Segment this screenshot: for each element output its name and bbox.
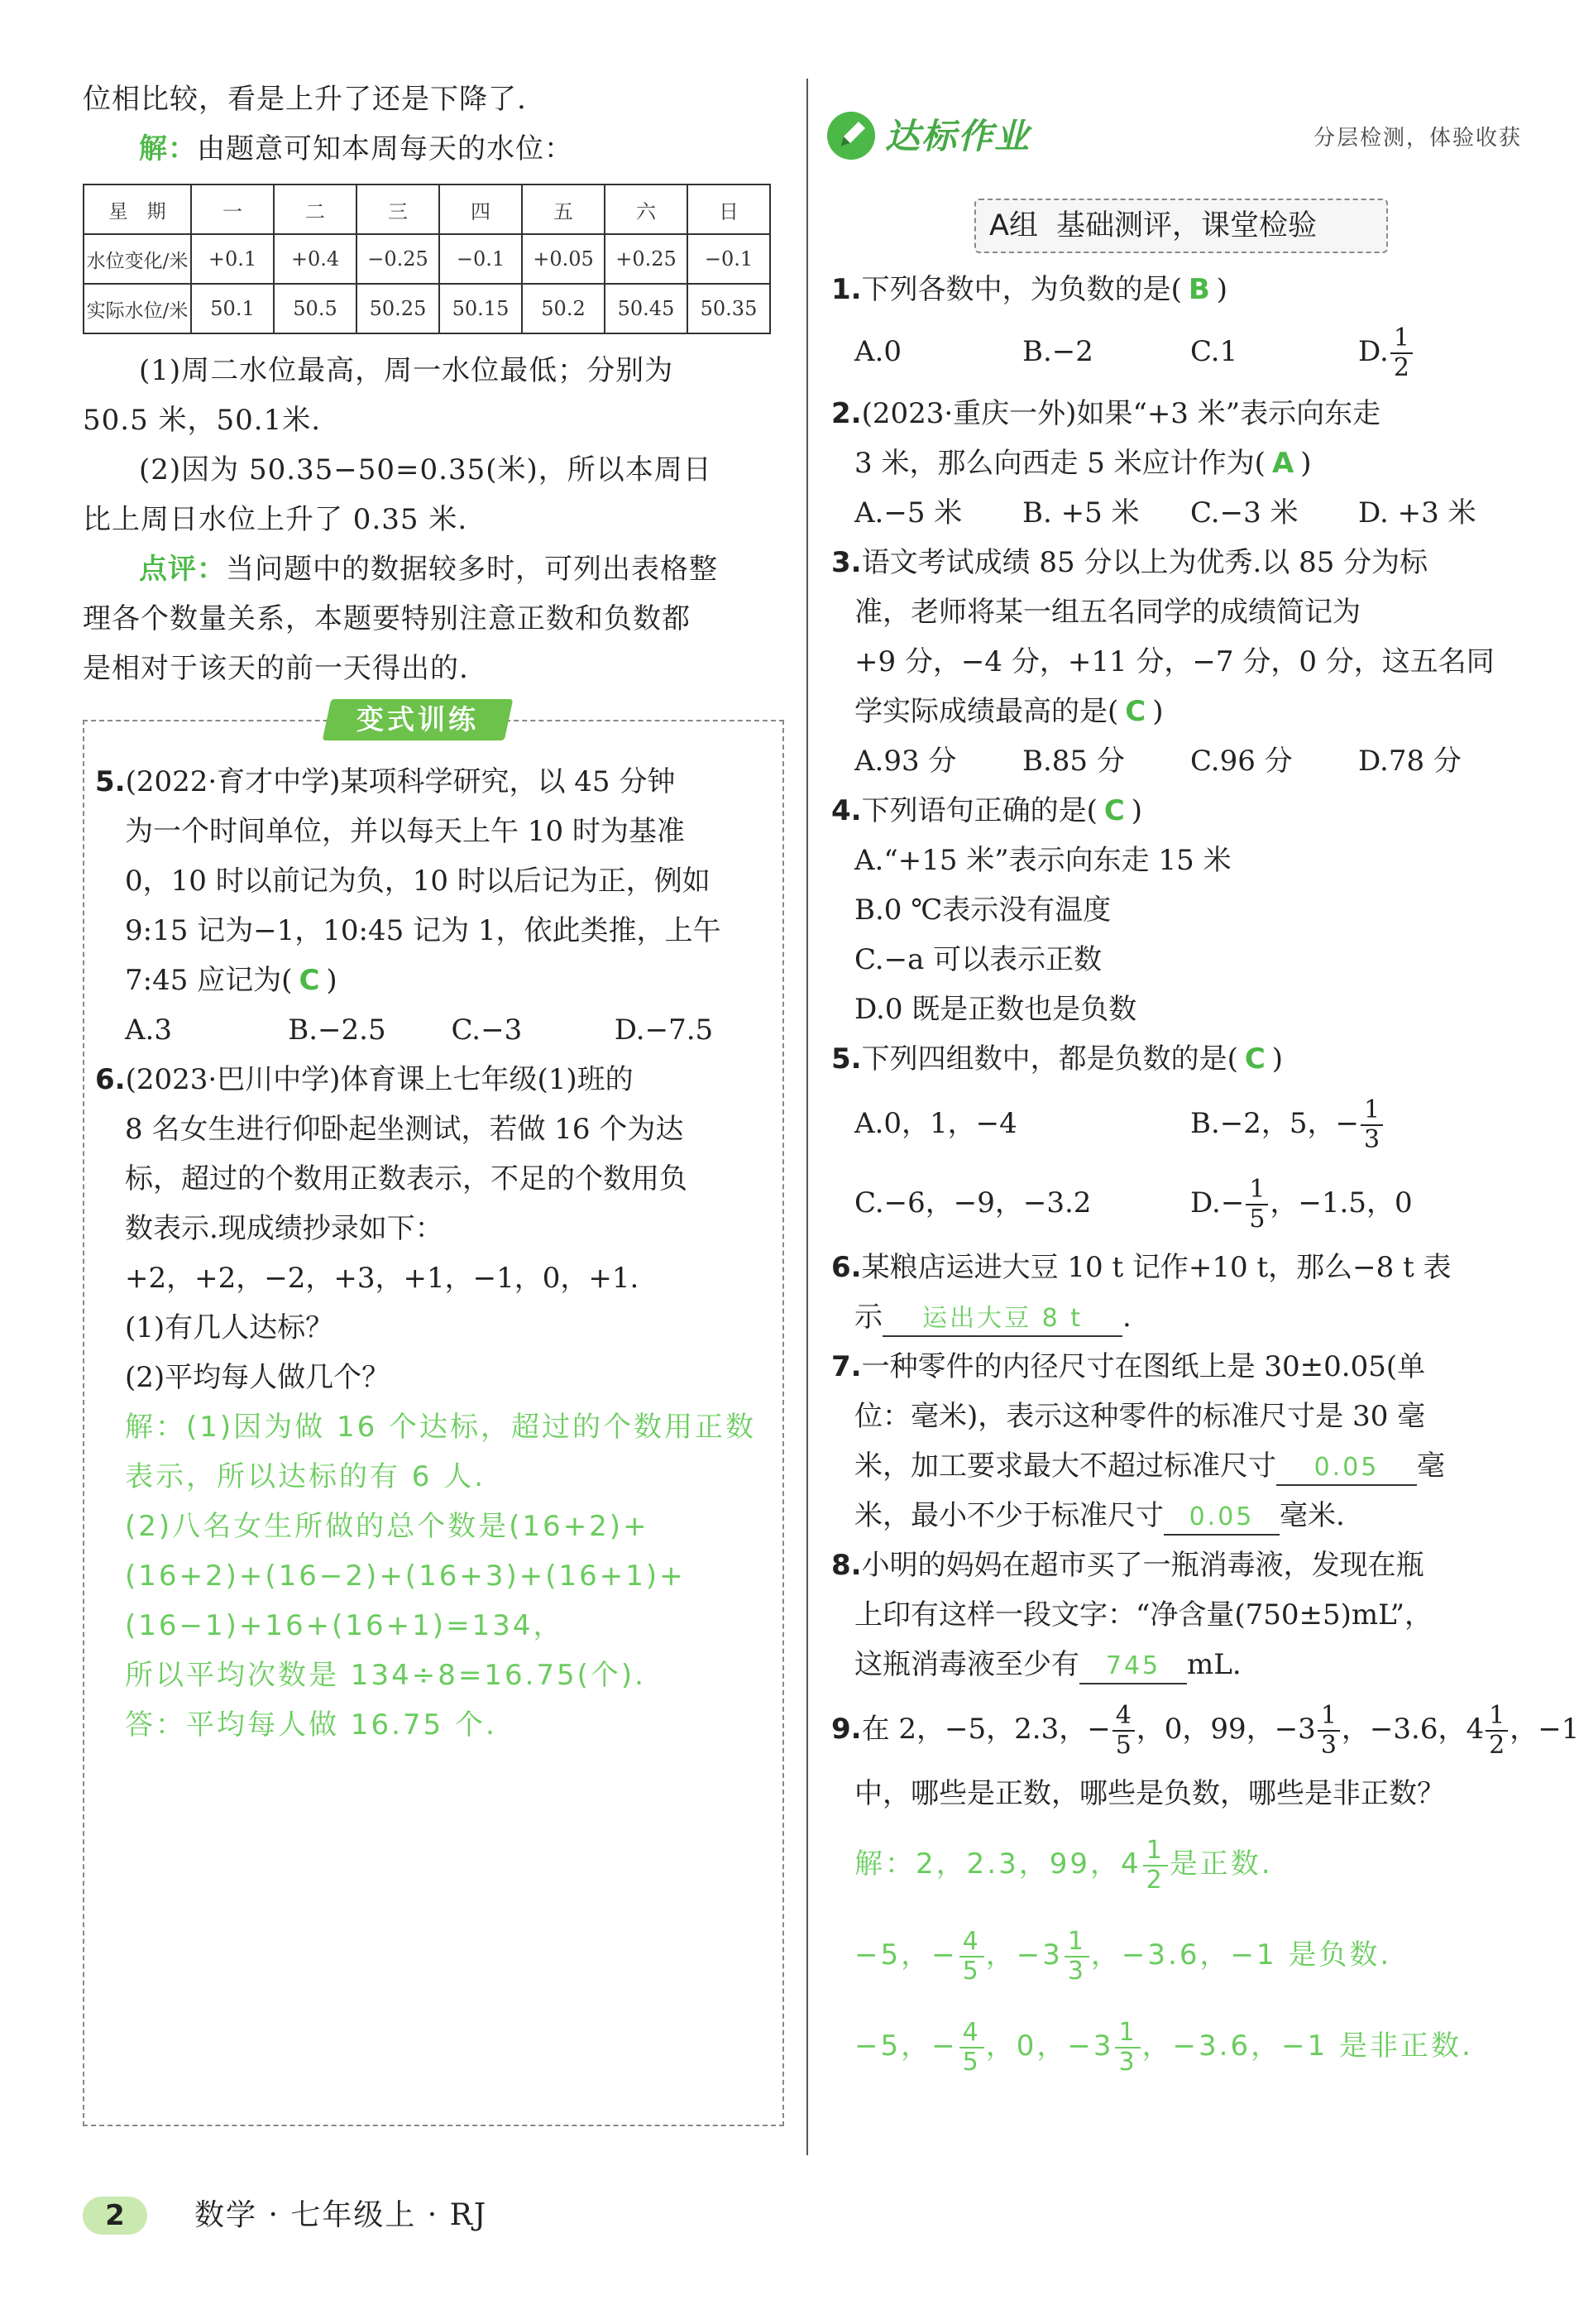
note-line3: 是相对于该天的前一天得出的. [83,652,469,685]
footer-text: 数学 · 七年级上 · RJ [194,2198,488,2232]
question-text-part: ，−3.6，4 [1341,1713,1485,1746]
question-text-part: 米，加工要求最大不超过标准尺寸 [854,1450,1276,1483]
handwritten-solution: 所以平均次数是 134÷8=16.75(个). [125,1659,646,1692]
question-text: (2023·巴川中学)体育课上七年级(1)班的 [125,1063,634,1096]
fraction-numerator: 1 [1246,1176,1268,1205]
answer-blank: 0.05 [1276,1451,1417,1486]
question-text-part: 3 米，那么向西走 5 米应计作为( [854,447,1266,480]
option-c: C.96 分 [1190,745,1293,778]
option-d [1190,1163,1526,1243]
table-cell: 三 [356,184,439,234]
option-d-rest: ，−1.5，0 [1270,1186,1413,1220]
solution-part: −5，− [854,1938,958,1972]
table-cell: −0.1 [687,234,770,284]
option-b: B.−2 [1022,335,1093,368]
handwritten-solution: (2)八名女生所做的总个数是(16+2)+ [125,1510,649,1543]
option-a: A.“+15 米”表示向东走 15 米 [854,844,1232,877]
fraction-denominator: 3 [1320,1731,1337,1760]
question-text-part: ) [1271,1042,1284,1076]
question-text: +2，+2，−2，+3，+1，−1，0，+1. [125,1262,639,1295]
table-header-cell: 实际水位/米 [84,284,191,333]
option-a: A.93 分 [854,745,957,778]
question-number: 8. [831,1549,862,1582]
question-number: 5. [95,765,126,798]
table-row [84,284,770,333]
question-text-part: 在 2，−5，2.3，− [861,1713,1111,1746]
solution-part: −5，− [854,2029,958,2063]
question-text-part: 毫 [1417,1450,1445,1483]
question-number: 3. [831,546,862,579]
answer-blank: 745 [1079,1650,1187,1684]
pencil-icon [827,112,875,160]
handwritten-solution [831,2001,1526,2092]
option-c: C.−a 可以表示正数 [854,943,1103,976]
fraction-numerator: 1 [1390,324,1413,354]
fraction-denominator: 2 [1146,1865,1165,1895]
question-number: 4. [831,794,862,827]
section-title: 达标作业 [885,116,1031,156]
table-row [84,234,770,284]
section-header [827,108,1522,165]
table-cell: 五 [522,184,605,234]
question-number: 2. [831,397,862,430]
section-subtitle: 分层检测，体验收获 [1313,126,1522,151]
handwritten-solution [831,1910,1526,2001]
option-a: A.−5 米 [854,496,963,529]
fraction [959,1928,984,1986]
table-cell: 50.15 [439,284,522,333]
table-cell: +0.05 [522,234,605,284]
option-d: D.78 分 [1358,745,1462,778]
question-text-part: 毫米. [1280,1499,1345,1532]
fraction-denominator: 3 [1118,2047,1137,2077]
question-text-part: 米，最小不少于标准尺寸 [854,1499,1164,1532]
table-cell: 二 [274,184,356,234]
fraction [1065,1928,1089,1986]
question-4 [831,786,1526,836]
question-text-part: 7:45 应记为( [125,964,293,997]
question-text: 9:15 记为−1，10:45 记为 1，依此类推，上午 [125,914,721,947]
handwritten-solution: (16−1)+16+(16+1)=134， [125,1609,564,1642]
question-text [95,956,778,1005]
option-b: B.−2.5 [288,1013,386,1047]
solution-part: ，0，−3 [985,2029,1114,2063]
table-cell: +0.4 [274,234,356,284]
option-a: A.0，1，−4 [854,1107,1017,1140]
question-text: 准，老师将某一组五名同学的成绩简记为 [854,596,1361,629]
solution-line [83,124,786,174]
table-cell: +0.1 [191,234,274,284]
part1-line2: 50.5 米，50.1米. [83,404,322,437]
note-line1 [83,544,786,594]
table-cell: 四 [439,184,522,234]
question-text-part: ，−1 [1510,1713,1579,1746]
question-6 [95,1055,778,1104]
fraction [959,2019,984,2077]
sub-question: (1)有几人达标？ [125,1311,334,1344]
question-text [831,687,1526,736]
fraction [1390,324,1413,382]
option-a: A.3 [125,1013,172,1047]
handwritten-solution: (16+2)+(16−2)+(16+3)+(16+1)+ [125,1560,686,1593]
question-7 [831,1342,1526,1392]
fraction-denominator: 3 [1067,1956,1086,1986]
fraction-numerator: 1 [1318,1702,1340,1732]
table-cell: 50.35 [687,284,770,333]
fraction-numerator: 4 [959,1928,984,1957]
answer-mark: A [1271,447,1294,480]
question-text-part: 学实际成绩最高的是( [854,695,1119,728]
question-1 [831,265,1526,314]
question-text: 一种零件的内径尺寸在图纸上是 30±0.05(单 [861,1350,1426,1383]
group-banner [974,199,1388,253]
question-text: 下列各数中，为负数的是( [861,273,1182,306]
question-text: 中，哪些是正数，哪些是负数，哪些是非正数？ [854,1777,1445,1810]
option-d: D.−7.5 [614,1013,714,1047]
page-footer [83,2192,662,2242]
table-cell: 50.5 [274,284,356,333]
question-number: 5. [831,1042,862,1076]
solution-part: 是正数. [1169,1847,1273,1881]
option-c: C.−3 [451,1013,523,1047]
fraction-denominator: 2 [1393,353,1409,382]
fraction [1318,1702,1340,1760]
fraction-denominator: 5 [962,2047,981,2077]
question-text: 标，超过的个数用正数表示，不足的个数用负 [125,1162,687,1196]
question-text: 某粮店运进大豆 10 t 记作+10 t，那么−8 t 表 [861,1251,1452,1284]
question-8 [831,1541,1526,1590]
question-3 [831,538,1526,587]
solution-part: ，−3.6，−1 是负数. [1090,1938,1392,1972]
answer-blank: 运出大豆 8 t [883,1302,1122,1337]
options-row [831,314,1526,389]
option-c: C.−6，−9，−3.2 [854,1186,1092,1220]
answer-mark: C [1244,1042,1266,1076]
options-row [831,736,1526,786]
question-text-part: mL. [1187,1648,1242,1681]
table-cell: 50.45 [605,284,687,333]
question-text: 小明的妈妈在超市买了一瓶消毒液，发现在瓶 [861,1549,1424,1582]
sub-question: (2)平均每人做几个？ [125,1361,390,1394]
question-text [831,1491,1526,1541]
table-cell: 50.1 [191,284,274,333]
question-number: 9. [831,1713,862,1746]
option-b-label: B.−2，5，− [1190,1107,1360,1140]
question-text-part: ，0，99，−3 [1136,1713,1316,1746]
answer-mark: B [1188,273,1210,306]
question-number: 1. [831,273,862,306]
water-level-table [83,184,771,334]
fraction-denominator: 5 [1249,1205,1266,1234]
part2-line2: 比上周日水位上升了 0.35 米. [83,503,468,536]
fraction-numerator: 1 [1486,1702,1508,1732]
fraction [1143,1837,1168,1895]
option-d-label: D. [1358,335,1389,368]
left-column [83,74,786,693]
fraction-denominator: 5 [1115,1731,1132,1760]
option-b [1190,1084,1526,1163]
fraction [1246,1176,1268,1234]
question-text [831,1441,1526,1491]
option-b: B.85 分 [1022,745,1125,778]
fraction-numerator: 1 [1143,1837,1168,1866]
options-row [95,1005,778,1055]
table-cell: −0.25 [356,234,439,284]
table-row [84,184,770,234]
question-text-part: ) [1131,794,1143,827]
table-header-cell: 水位变化/米 [84,234,191,284]
solution-label: 解： [139,132,197,165]
table-cell: 日 [687,184,770,234]
question-text: 为一个时间单位，并以每天上午 10 时为基准 [125,815,685,848]
practice-content [95,757,778,1750]
table-cell: +0.25 [605,234,687,284]
question-text-part: ) [1216,273,1228,306]
solution-part: 解：2，2.3，99，4 [854,1847,1141,1881]
fraction-denominator: 3 [1364,1125,1380,1154]
practice-tag-label: 变式训练 [356,703,479,736]
fraction-numerator: 1 [1065,1928,1089,1957]
option-d [1358,314,1526,389]
question-2 [831,389,1526,438]
question-text [831,1292,1526,1342]
table-cell: 一 [191,184,274,234]
table-cell: 50.2 [522,284,605,333]
option-a: A.0 [854,335,902,368]
option-c: C.−3 米 [1190,496,1299,529]
option-b: B.0 ℃表示没有温度 [854,894,1112,927]
options-row [831,1084,1526,1163]
question-text-part: 示 [854,1301,883,1334]
question-text: +9 分，−4 分，+11 分，−7 分，0 分，这五名同 [854,645,1495,678]
question-text: 下列语句正确的是( [861,794,1098,827]
note-label: 点评： [139,553,226,586]
fraction [1112,1702,1135,1760]
note-text: 当问题中的数据较多时，可列出表格整 [226,553,718,586]
question-text: 上印有这样一段文字：“净含量(750±5)mL”， [854,1598,1433,1632]
question-text: 语文考试成绩 85 分以上为优秀.以 85 分为标 [861,546,1428,579]
table-cell: −0.1 [439,234,522,284]
question-text-part: ) [326,964,337,997]
options-row [831,488,1526,538]
fraction-denominator: 2 [1489,1731,1505,1760]
solution-text: 由题意可知本周每天的水位： [197,132,573,165]
options-row [831,1163,1526,1243]
question-6 [831,1243,1526,1292]
question-text: (2023·重庆一外)如果“+3 米”表示向东走 [861,397,1381,430]
fraction-numerator: 1 [1115,2019,1140,2048]
question-number: 6. [831,1251,862,1284]
part1-line1: (1)周二水位最高，周一水位最低；分别为 [139,354,674,387]
right-column [831,265,1579,2092]
question-text [831,438,1526,488]
table-header-cell: 星 期 [84,184,191,234]
question-number: 7. [831,1350,862,1383]
question-text: (2022·育才中学)某项科学研究，以 45 分钟 [125,765,676,798]
practice-tag [323,699,514,740]
fraction-numerator: 4 [1112,1702,1135,1732]
question-9 [831,1689,1579,1769]
table-cell: 50.25 [356,284,439,333]
solution-part: ，−3.6，−1 是非正数. [1141,2029,1473,2063]
option-d: D.0 既是正数也是负数 [854,993,1137,1026]
handwritten-solution: 解：(1)因为做 16 个达标，超过的个数用正数 [125,1411,757,1444]
question-5 [831,1034,1526,1084]
question-text-part: 这瓶消毒液至少有 [854,1648,1079,1681]
intro-text: 位相比较，看是上升了还是下降了. [83,83,527,116]
question-number: 6. [95,1063,126,1096]
column-divider [806,79,808,2155]
question-text: 下列四组数中，都是负数的是( [861,1042,1238,1076]
fraction [1361,1096,1383,1154]
handwritten-solution [831,1818,1526,1910]
answer-mark: C [1125,695,1146,728]
fraction-numerator: 1 [1361,1096,1383,1126]
fraction-numerator: 4 [959,2019,984,2048]
question-text [831,1640,1526,1689]
answer-blank: 0.05 [1164,1501,1280,1536]
page-number: 2 [83,2197,147,2235]
group-label: A组 [989,209,1038,242]
option-d: D. +3 米 [1358,496,1476,529]
table-cell: 六 [605,184,687,234]
handwritten-solution: 答：平均每人做 16.75 个. [125,1708,497,1742]
question-text: 8 名女生进行仰卧起坐测试，若做 16 个为达 [125,1113,684,1146]
question-text-part: ) [1152,695,1164,728]
question-text: 数表示.现成绩抄录如下： [125,1212,443,1245]
solution-part: ，−3 [985,1938,1063,1972]
fraction [1115,2019,1140,2077]
handwritten-solution: 表示，所以达标的有 6 人. [125,1460,486,1493]
question-5 [95,757,778,807]
question-text-part: ) [1300,447,1312,480]
option-c: C.1 [1190,335,1238,368]
note-line2: 理各个数量关系，本题要特别注意正数和负数都 [83,602,691,635]
option-b: B. +5 米 [1022,496,1140,529]
fraction [1486,1702,1508,1760]
question-text: 位：毫米)，表示这种零件的标准尺寸是 30 毫 [854,1400,1426,1433]
answer-mark: C [1103,794,1125,827]
option-d-label: D.− [1190,1186,1245,1220]
question-text-part: . [1122,1301,1132,1334]
part2-line1: (2)因为 50.35−50=0.35(米)，所以本周日 [139,453,712,486]
group-title: 基础测评，课堂检验 [1055,209,1317,242]
answer-mark: C [299,964,320,997]
question-text: 0，10 时以前记为负，10 时以后记为正，例如 [125,865,711,898]
fraction-denominator: 5 [962,1956,981,1986]
